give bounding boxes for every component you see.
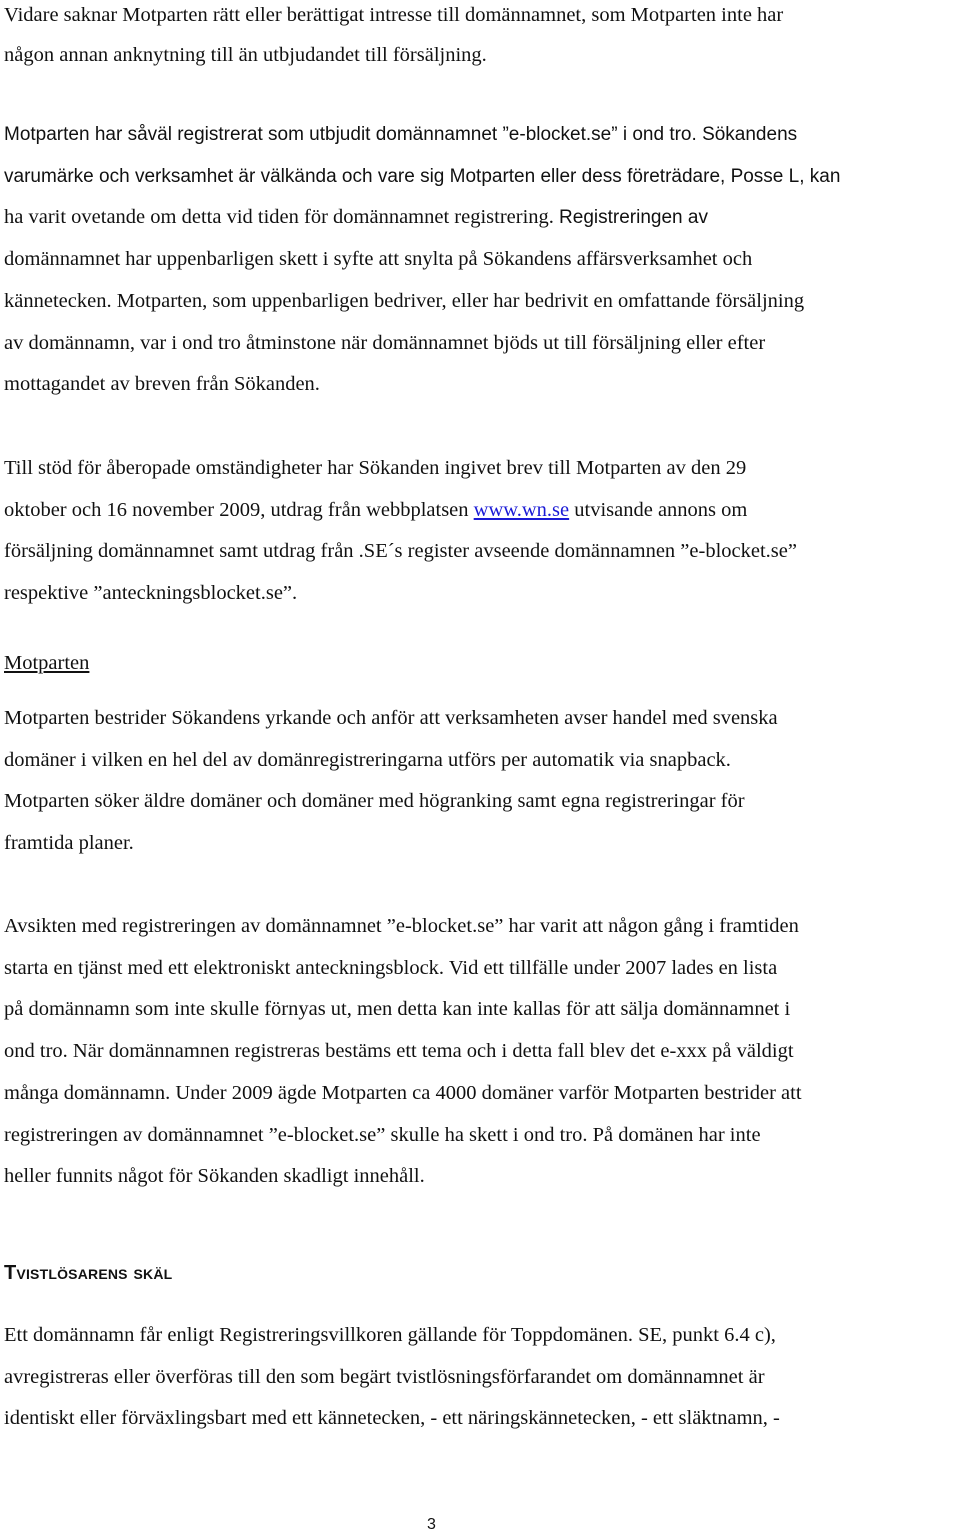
text-run: Registreringen av <box>559 207 708 229</box>
text-line <box>4 580 297 606</box>
text-run: oktober och 16 november 2009, utdrag från webbplatsen <box>4 498 474 521</box>
text-line <box>4 1322 776 1348</box>
text-line <box>4 747 731 773</box>
text-run: Motparten <box>4 652 90 674</box>
text-run: domäner i vilken en hel del av domänregistreringarna utförs per automatik via snapback. <box>4 748 731 771</box>
text-run: mottagandet av breven från Sökanden. <box>4 373 320 396</box>
web-link[interactable]: www.wn.se <box>473 498 570 521</box>
text-line <box>4 1080 802 1106</box>
text-run: Avsikten med registreringen av domännamnet ”e-blocket.se” har varit att någon gång i framtiden <box>4 915 799 937</box>
text-run: utvisande annons om <box>569 498 748 521</box>
text-line <box>4 830 134 856</box>
text-run: varumärke och verksamhet är välkända och vare sig Motparten eller dess företrädare, Posse L, kan <box>4 165 841 187</box>
text-run: Motparten, som uppenbarligen bedriver, eller har bedrivit en omfattande försäljning <box>116 289 805 312</box>
text-line <box>4 288 804 314</box>
text-line <box>4 1163 425 1189</box>
text-line <box>4 204 708 231</box>
text-line <box>4 1038 794 1064</box>
text-run: Ett domännamn får enligt Registreringsvillkoren gällande för Toppdomänen. SE, punkt 6.4 c), <box>4 1324 776 1346</box>
section-heading: Tvistlösarens skäl <box>4 1262 173 1284</box>
text-line <box>4 42 487 68</box>
text-run: identiskt eller förväxlingsbart med ett kännetecken, - ett näringskännetecken, - ett släktnamn, - <box>4 1407 780 1430</box>
text-line <box>4 455 746 481</box>
text-run: kännetecken. <box>4 289 117 312</box>
text-line <box>4 538 797 564</box>
text-run: avregistreras eller överföras till den som begärt tvistlösningsförfarandet om domännamnet är <box>4 1365 765 1388</box>
text-line <box>4 2 783 28</box>
text-run: Till stöd för åberopade omständigheter har Sökanden ingivet brev till Motparten av den 29 <box>4 457 747 479</box>
text-run: på domännamn som inte skulle förnyas ut, men detta kan inte kallas för att sälja domännamnet i <box>4 998 791 1021</box>
text-line <box>4 1364 765 1390</box>
text-line <box>4 955 777 981</box>
text-run: någon annan anknytning till än utbjudandet till försäljning. <box>4 44 487 66</box>
text-run: Vidare saknar Motparten rätt eller berättigat intresse till domännamnet, som Motparten inte har <box>4 4 784 26</box>
text-run: framtida planer. <box>4 832 134 855</box>
text-line <box>4 913 799 939</box>
text-line <box>4 121 797 148</box>
text-run: av domännamn, var i ond tro åtminstone när domännamnet bjöds ut till försäljning eller efter <box>4 331 766 354</box>
text-line <box>4 788 745 814</box>
text-line <box>4 371 320 397</box>
text-run: ha varit ovetande om detta vid tiden för domännamnet registrering. <box>4 206 560 229</box>
text-run: många domännamn. Under 2009 ägde Motparten ca 4000 domäner varför Motparten bestrider att <box>4 1081 802 1104</box>
page-number: 3 <box>427 1516 436 1533</box>
text-line <box>4 246 752 272</box>
text-line <box>4 650 89 676</box>
text-line <box>4 1405 780 1431</box>
text-run: heller funnits något för Sökanden skadligt innehåll. <box>4 1165 425 1188</box>
text-run: Sökandens <box>702 124 798 145</box>
text-run: respektive ”anteckningsblocket.se”. <box>4 582 298 605</box>
text-line <box>4 330 765 356</box>
text-run: registreringen av domännamnet ”e-blocket.se” skulle ha skett i ond tro. På domänen har inte <box>4 1123 761 1146</box>
text-line <box>4 497 747 523</box>
text-run: ond tro. När domännamnen registreras bestäms ett tema och i detta fall blev det e-xxx på väldigt <box>4 1040 794 1063</box>
text-line <box>4 705 778 731</box>
text-run: Motparten har såväl registrerat som utbjudit domännamnet ”e-blocket.se” i ond tro. <box>4 124 703 145</box>
text-line <box>4 163 840 190</box>
text-line <box>4 996 790 1022</box>
text-run: försäljning domännamnet samt utdrag från .SE´s register avseende domännamnen ”e-blocket.se” <box>4 540 797 563</box>
text-line <box>4 1122 761 1148</box>
text-run: starta en tjänst med ett elektroniskt anteckningsblock. Vid ett tillfälle under 2007 lades en lista <box>4 956 778 979</box>
text-run: Motparten söker äldre domäner och domäner med högranking samt egna registreringar för <box>4 790 745 813</box>
text-run: domännamnet har uppenbarligen skett i syfte att snylta på Sökandens affärsverksamhet och <box>4 248 753 271</box>
text-run: Motparten bestrider Sökandens yrkande och anför att verksamheten avser handel med svenska <box>4 707 778 729</box>
